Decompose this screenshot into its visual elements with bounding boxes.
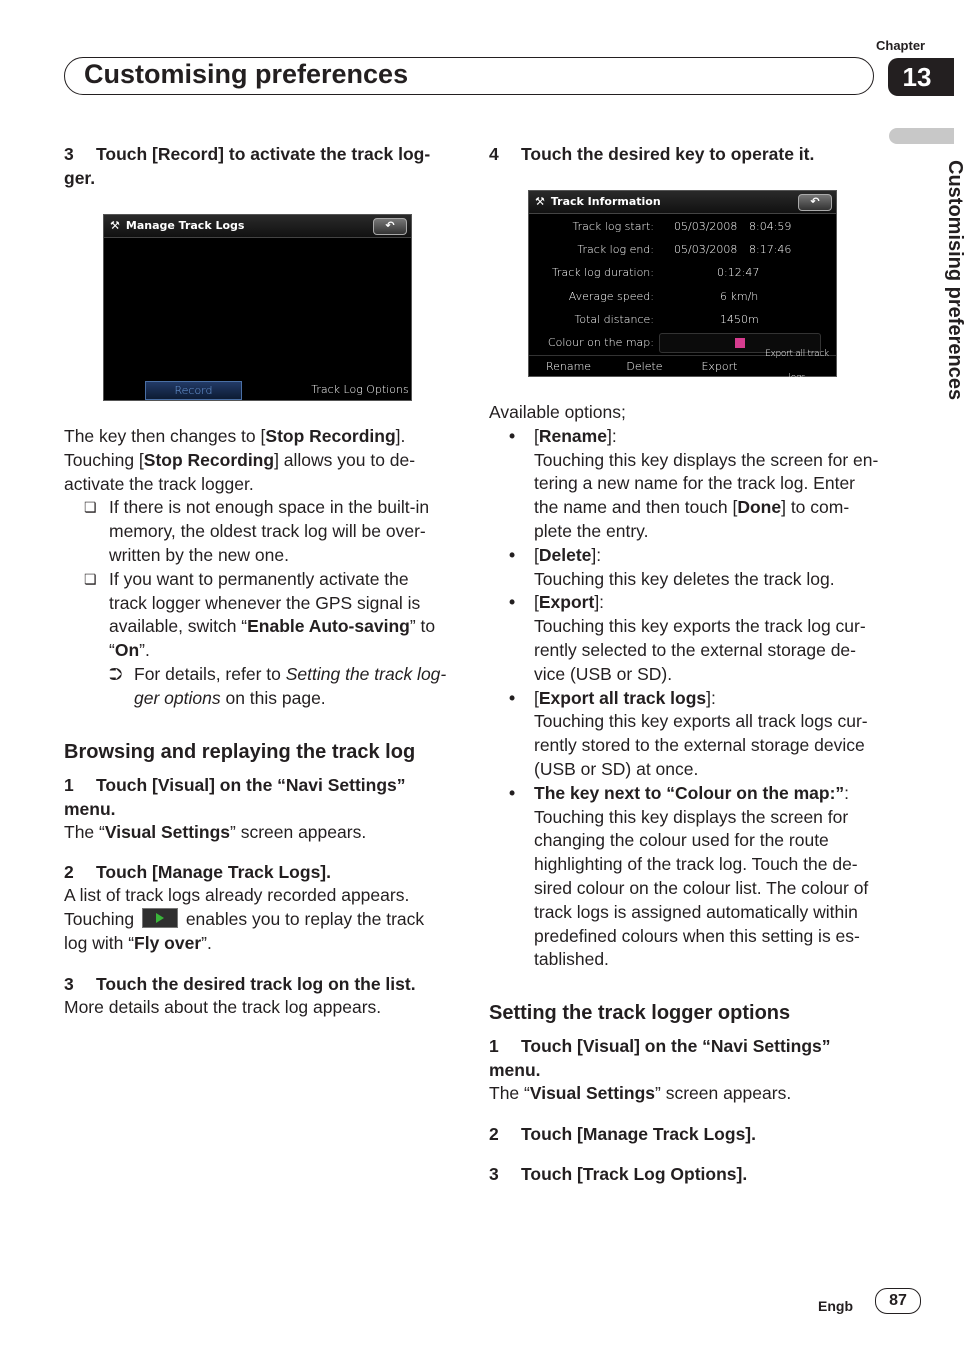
arrow-reference-icon: ⮊ <box>109 663 123 684</box>
option-export: • [Export]: Touching this key exports the track log cur- rently selected to the external storage de- vice (USB or SD). <box>489 591 879 686</box>
option-colour: • The key next to “Colour on the map:”: Touching this key displays the screen for changing the colour used for the route highlighting of the track log. Touch the de- sired colour on the colour list. The colour of track logs is assigned automatically within predefined colours when this setting is es- tablished. <box>489 782 879 972</box>
reference-note: ⮊ For details, refer to Setting the track log- ger options on this page. <box>64 663 454 711</box>
row-value: 05/03/2008 <box>674 243 738 256</box>
step-2-manage: 2 Touch [Manage Track Logs]. <box>64 862 331 883</box>
row-value: 0:12:47 <box>717 266 760 279</box>
step-2-desc-2: Touching enables you to replay the track <box>64 909 425 930</box>
opt-step-3: 3 Touch [Track Log Options]. <box>489 1163 748 1184</box>
step-2-desc-3: log with “Fly over”. <box>64 932 212 953</box>
export-all-key[interactable]: Export all track logs <box>765 348 829 383</box>
row-label: Track log start: <box>572 220 654 233</box>
row-value: 1450m <box>720 313 759 326</box>
page-number: 87 <box>875 1288 921 1314</box>
chapter-number-badge: 13 <box>888 58 954 96</box>
step-4-operate: 4 Touch the desired key to operate it. <box>489 144 815 164</box>
step-3-cont: ger. <box>64 168 96 188</box>
step-1-visual: 1 Touch [Visual] on the “Navi Settings” <box>64 774 406 795</box>
heading-browsing: Browsing and replaying the track log <box>64 740 416 763</box>
delete-key[interactable]: Delete <box>626 359 663 373</box>
row-label: Track log end: <box>577 243 654 256</box>
colour-swatch-icon <box>735 338 745 348</box>
track-information-screen <box>528 190 837 383</box>
chapter-label: Chapter <box>876 38 926 53</box>
available-options: Available options; <box>489 402 626 422</box>
record-key[interactable]: Record <box>145 381 242 400</box>
track-info-keys <box>529 348 836 383</box>
side-tab-marker <box>889 128 954 144</box>
play-icon <box>142 908 178 928</box>
note-auto-saving: ❏ If you want to permanently activate the track logger whenever the GPS signal is available, switch “Enable Auto-saving” to “On”. <box>64 568 454 663</box>
bullet-icon: • <box>509 782 516 803</box>
option-delete: • [Delete]: Touching this key deletes the track log. <box>489 544 879 592</box>
row-value: 8:04:59 <box>749 220 792 233</box>
option-rename: • [Rename]: Touching this key displays the screen for en- tering a new name for the track log. Enter the name and then touch [Done] to com- plete the entry. <box>489 425 879 544</box>
step-2-desc: A list of track logs already recorded appears. <box>64 885 410 906</box>
opt-step-1-cont: menu. <box>489 1060 541 1081</box>
row-label: Total distance: <box>574 313 654 326</box>
export-key[interactable]: Export <box>701 359 738 373</box>
screen-title: Manage Track Logs <box>125 219 245 233</box>
side-tab-label: Customising preferences <box>944 160 966 401</box>
bullet-icon: • <box>509 592 516 613</box>
bullet-icon: • <box>509 544 516 565</box>
opt-step-1: 1 Touch [Visual] on the “Navi Settings” <box>489 1036 831 1057</box>
opt-step-1-desc: The “Visual Settings” screen appears. <box>489 1083 792 1104</box>
stop-recording-para-2: Touching [Stop Recording] allows you to de- <box>64 449 416 470</box>
screen-title: Track Information <box>550 195 661 209</box>
tool-icon: ⚒ <box>110 219 120 233</box>
left-column <box>64 142 454 1020</box>
row-value: 8:17:46 <box>749 243 792 256</box>
row-label: Track log duration: <box>551 266 654 279</box>
rename-key[interactable]: Rename <box>545 359 592 373</box>
opt-step-2: 2 Touch [Manage Track Logs]. <box>489 1123 756 1144</box>
bullet-icon: • <box>509 687 516 708</box>
heading-logger-options: Setting the track logger options <box>489 1002 791 1025</box>
page-title: Customising preferences <box>84 59 409 89</box>
stop-recording-para-3: activate the track logger. <box>64 473 254 494</box>
step-3-desc: More details about the track log appears. <box>64 996 382 1017</box>
back-icon[interactable]: ↶ <box>798 194 832 211</box>
checkbox-icon: ❏ <box>84 570 97 587</box>
note-memory: ❏ If there is not enough space in the built-in memory, the oldest track log will be over- written by the new one. <box>64 496 454 567</box>
row-label: Average speed: <box>568 290 654 303</box>
track-log-options-key[interactable]: Track Log Options <box>311 383 409 396</box>
step-1-desc: The “Visual Settings” screen appears. <box>64 821 367 842</box>
step-1-cont: menu. <box>64 798 116 819</box>
step-3-desired-log: 3 Touch the desired track log on the list. <box>64 973 416 994</box>
language-code: Engb <box>818 1298 853 1314</box>
tool-icon: ⚒ <box>535 195 545 209</box>
row-value: 6 km/h <box>720 290 759 303</box>
checkbox-icon: ❏ <box>84 499 97 516</box>
bullet-icon: • <box>509 425 516 446</box>
option-export-all: • [Export all track logs]: Touching this key exports all track logs cur- rently stored to the external storage device (USB or SD) at once. <box>489 687 879 782</box>
step-3-record: 3 Touch [Record] to activate the track log- <box>64 144 431 164</box>
back-icon[interactable]: ↶ <box>373 218 407 235</box>
manage-track-logs-screen <box>103 214 412 401</box>
row-value: 05/03/2008 <box>674 220 738 233</box>
row-label: Colour on the map: <box>547 336 654 349</box>
right-column <box>489 142 879 1186</box>
stop-recording-para: The key then changes to [Stop Recording]. <box>64 426 406 446</box>
